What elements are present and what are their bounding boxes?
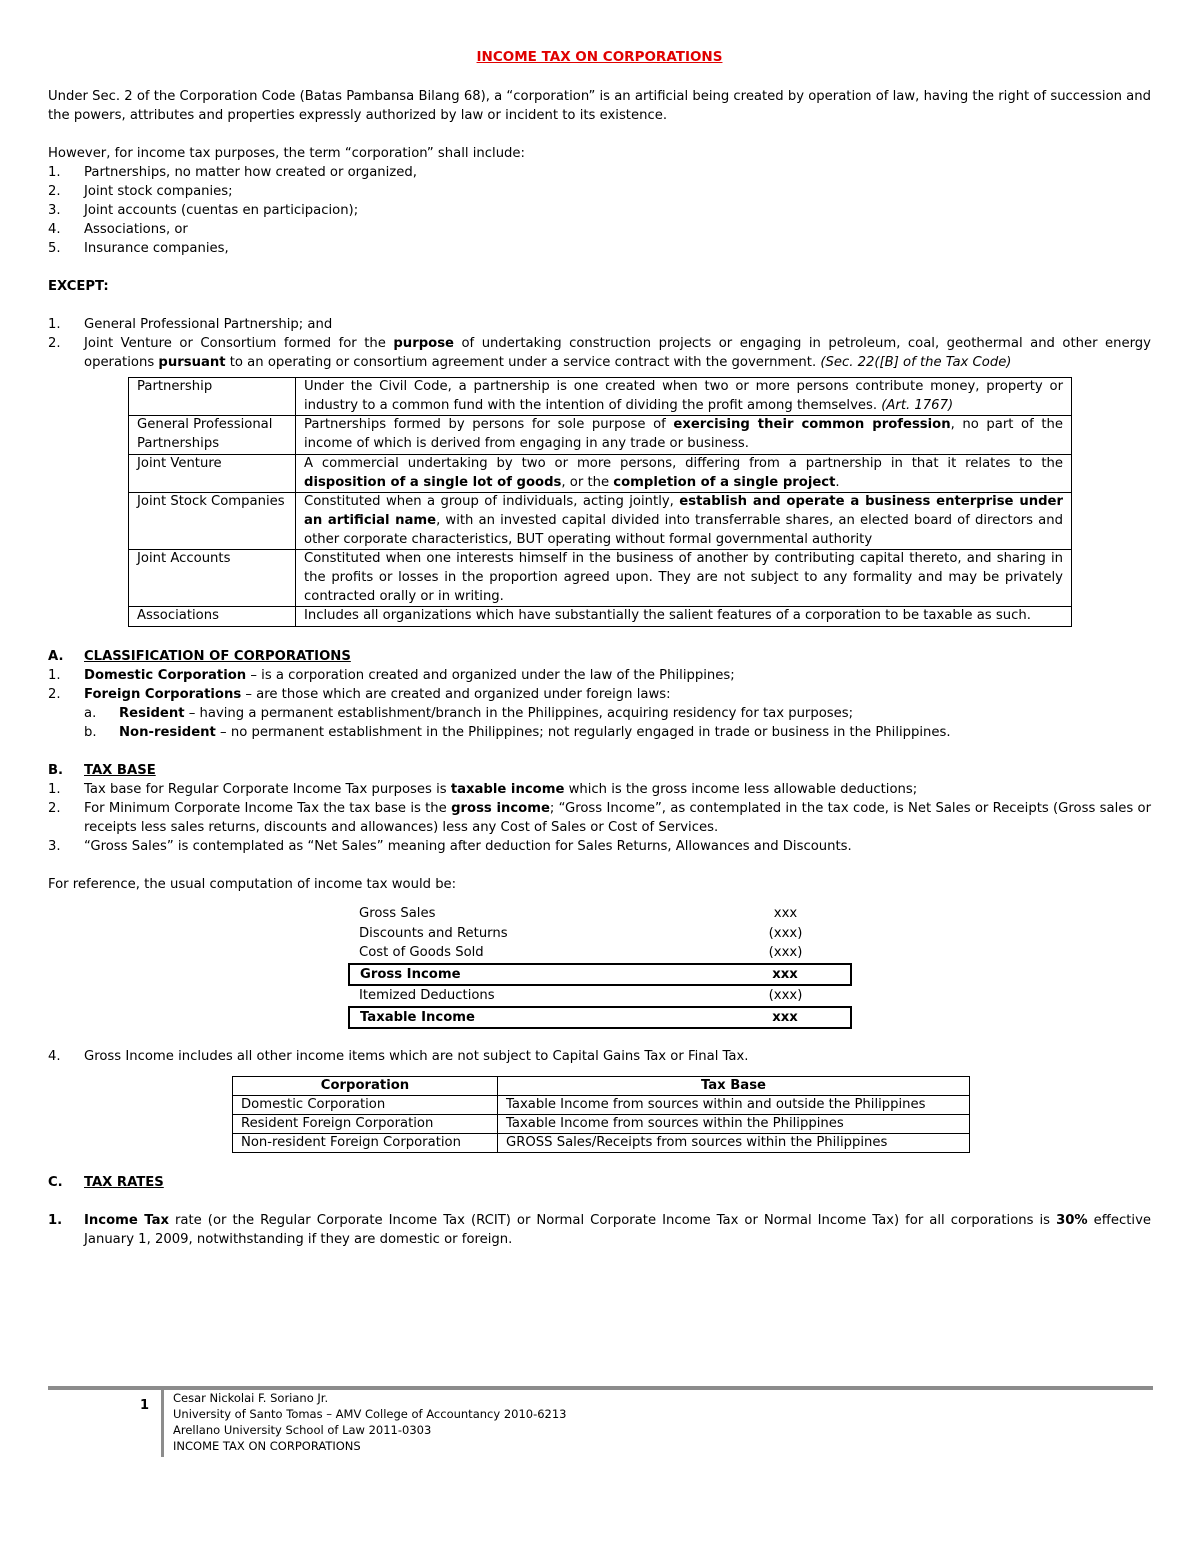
list-item: 4. Associations, or <box>48 222 188 237</box>
tax-rates-list <box>48 1211 1151 1249</box>
include-list <box>48 163 1151 258</box>
definitions-table <box>128 377 1072 627</box>
table-row: Discounts and Returns (xxx) <box>359 925 803 941</box>
corporation-tax-base-table <box>232 1076 970 1153</box>
tax-base-list <box>48 780 1151 856</box>
intro-paragraph: Under Sec. 2 of the Corporation Code (Batas Pambansa Bilang 68), a “corporation” is an artificial being created by operation of law, having the right of succession and the powers, attributes and properties expressly authorized by law or incident to its existence. <box>48 89 1151 123</box>
term-cell: Partnership <box>129 378 296 416</box>
reference-paragraph: For reference, the usual computation of income tax would be: <box>48 877 457 893</box>
table-row <box>129 493 1072 550</box>
table-row <box>129 416 1072 454</box>
term-cell: Joint Stock Companies <box>129 493 296 550</box>
definition-cell: Partnerships formed by persons for sole purpose of exercising their common profession, no part of the income of which is derived from engaging in any trade or business. <box>296 416 1072 454</box>
list-item: 3. “Gross Sales” is contemplated as “Net Sales” meaning after deduction for Sales Returns, Allowances and Discounts. <box>48 839 852 855</box>
document-page <box>48 48 1151 1249</box>
table-row: Non-resident Foreign Corporation GROSS Sales/Receipts from sources within the Philippines <box>233 1134 970 1153</box>
table-row: Gross Sales xxx <box>359 906 798 922</box>
table-row: Resident Foreign Corporation Taxable Income from sources within the Philippines <box>233 1115 970 1134</box>
definition-cell: A commercial undertaking by two or more persons, differing from a partnership in that it relates to the disposition of a single lot of goods, or the completion of a single project. <box>296 454 1072 492</box>
table-row <box>129 550 1072 607</box>
taxable-income-row: Taxable Income xxx <box>349 1007 851 1029</box>
footer-vertical-line <box>161 1390 164 1457</box>
list-item: 1. General Professional Partnership; and <box>48 317 333 332</box>
computation-table <box>348 904 852 1029</box>
table-row <box>129 607 1072 627</box>
tax-base-list-continued <box>48 1047 1151 1066</box>
except-list <box>48 315 1151 372</box>
page-number: 1 <box>140 1398 150 1413</box>
term-cell: General Professional Partnerships <box>129 416 296 454</box>
definition-cell: Under the Civil Code, a partnership is one created when two or more persons contribute money, property or industry to a common fund with the intention of dividing the profit among themselves. (Art. 1767) <box>296 378 1072 416</box>
list-item: 2. Joint stock companies; <box>48 184 233 199</box>
table-row <box>129 378 1072 416</box>
footer-info: Cesar Nickolai F. Soriano Jr. University of Santo Tomas – AMV College of Accountancy 2010-6213 Arellano University School of Law 2011-0303 INCOME TAX ON CORPORATIONS <box>173 1391 567 1453</box>
however-paragraph: However, for income tax purposes, the term “corporation” shall include: <box>48 146 525 161</box>
list-item: 1. Domestic Corporation – is a corporation created and organized under the law of the Philippines; <box>48 668 735 684</box>
list-item: 4. Gross Income includes all other income items which are not subject to Capital Gains Tax or Final Tax. <box>48 1049 749 1065</box>
list-item: 1. Tax base for Regular Corporate Income Tax purposes is taxable income which is the gross income less allowable deductions; <box>48 782 918 798</box>
definition-cell: Constituted when one interests himself in the business of another by contributing capital thereto, and sharing in the profits or losses in the proportion agreed upon. They are not subject to any formality and may be privately contracted orally or in writing. <box>296 550 1072 607</box>
list-item: 3. Joint accounts (cuentas en participacion); <box>48 203 359 218</box>
table-row: Itemized Deductions (xxx) <box>359 988 803 1004</box>
section-b-heading: B. TAX BASE <box>48 763 156 779</box>
list-item: 2. For Minimum Corporate Income Tax the tax base is the gross income; “Gross Income”, as contemplated in the tax code, is Net Sales or Receipts (Gross sales or receipts less sales returns, discounts and allowances) less any Cost of Sales or Cost of Services. <box>48 801 1151 836</box>
list-item: 2. Foreign Corporations – are those which are created and organized under foreign laws: <box>48 687 671 703</box>
page-title: INCOME TAX ON CORPORATIONS <box>476 49 723 65</box>
list-item: 5. Insurance companies, <box>48 241 229 256</box>
foreign-sub-list <box>48 704 1151 742</box>
list-item: 1. Income Tax rate (or the Regular Corporate Income Tax (RCIT) or Normal Corporate Income Tax or Normal Income Tax) for all corporations is 30% effective January 1, 2009, notwithstanding if they are domestic or foreign. <box>48 1213 1151 1248</box>
table-row: Cost of Goods Sold (xxx) <box>359 945 803 961</box>
term-cell: Associations <box>129 607 296 627</box>
classification-list <box>48 666 1151 704</box>
list-item: 1. Partnerships, no matter how created or organized, <box>48 165 417 180</box>
list-item: a. Resident – having a permanent establishment/branch in the Philippines, acquiring residency for tax purposes; <box>84 706 854 722</box>
definition-cell: Constituted when a group of individuals, acting jointly, establish and operate a business enterprise under an artificial name, with an invested capital divided into transferrable shares, an elected board of directors and other corporate characteristics, BUT operating without formal governmental authority <box>296 493 1072 550</box>
section-a-heading: A. CLASSIFICATION OF CORPORATIONS <box>48 649 351 665</box>
definition-cell: Includes all organizations which have substantially the salient features of a corporation to be taxable as such. <box>296 607 1072 627</box>
list-item: b. Non-resident – no permanent establishment in the Philippines; not regularly engaged in trade or business in the Philippines. <box>84 725 951 741</box>
table-row <box>129 454 1072 492</box>
table-row: Domestic Corporation Taxable Income from sources within and outside the Philippines <box>233 1096 970 1115</box>
gross-income-row: Gross Income xxx <box>349 964 851 986</box>
section-c-heading: C. TAX RATES <box>48 1175 164 1191</box>
except-heading: EXCEPT: <box>48 279 109 294</box>
table-header-row: Corporation Tax Base <box>233 1077 970 1096</box>
term-cell: Joint Accounts <box>129 550 296 607</box>
term-cell: Joint Venture <box>129 454 296 492</box>
list-item: 2. Joint Venture or Consortium formed for the purpose of undertaking construction projects or engaging in petroleum, coal, geothermal and other energy operations pursuant to an operating or consortium agreement under a service contract with the government. (Sec. 22([B] of the Tax Code) <box>48 336 1151 370</box>
